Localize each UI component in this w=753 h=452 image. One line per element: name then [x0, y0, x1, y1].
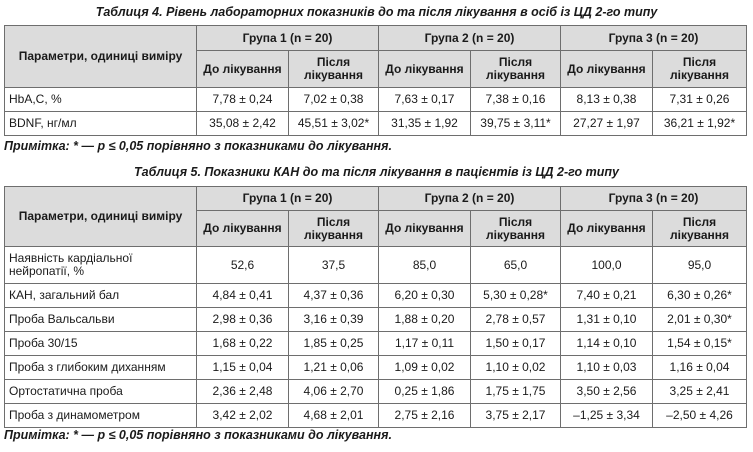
table-row — [5, 380, 747, 404]
table4-subheader: До лікування — [561, 51, 653, 88]
table5-value-cell: 4,06 ± 2,70 — [289, 380, 379, 404]
table4-group-header: Група 2 (n = 20) — [379, 26, 561, 51]
table5-value-cell: 1,14 ± 0,10 — [561, 332, 653, 356]
table4-value-cell: 7,31 ± 0,26 — [653, 88, 747, 112]
table5-subheader: До лікування — [379, 211, 471, 247]
table4 — [4, 25, 747, 136]
table4-value-cell: 39,75 ± 3,11* — [471, 112, 561, 136]
table5-value-cell: 2,75 ± 2,16 — [379, 404, 471, 428]
table5-value-cell: 3,25 ± 2,41 — [653, 380, 747, 404]
table5 — [4, 186, 747, 428]
table-row — [5, 332, 747, 356]
table5-value-cell: 4,84 ± 0,41 — [197, 284, 289, 308]
table5-value-cell: 5,30 ± 0,28* — [471, 284, 561, 308]
table5-value-cell: 3,75 ± 2,17 — [471, 404, 561, 428]
table4-param-cell: BDNF, нг/мл — [5, 112, 197, 136]
table5-param-header: Параметри, одиниці виміру — [5, 187, 197, 247]
table5-value-cell: 2,36 ± 2,48 — [197, 380, 289, 404]
table-row — [5, 284, 747, 308]
table4-param-header: Параметри, одиниці виміру — [5, 26, 197, 88]
table5-value-cell: 2,78 ± 0,57 — [471, 308, 561, 332]
table5-value-cell: 1,09 ± 0,02 — [379, 356, 471, 380]
table4-subheader: До лікування — [379, 51, 471, 88]
table5-value-cell: 1,15 ± 0,04 — [197, 356, 289, 380]
table-row — [5, 247, 747, 284]
table4-value-cell: 27,27 ± 1,97 — [561, 112, 653, 136]
table5-value-cell: 65,0 — [471, 247, 561, 284]
table-row — [5, 356, 747, 380]
table4-value-cell: 7,63 ± 0,17 — [379, 88, 471, 112]
table5-value-cell: 1,10 ± 0,03 — [561, 356, 653, 380]
table4-group-header: Група 3 (n = 20) — [561, 26, 747, 51]
table4-value-cell: 35,08 ± 2,42 — [197, 112, 289, 136]
table5-value-cell: 1,31 ± 0,10 — [561, 308, 653, 332]
table5-value-cell: –2,50 ± 4,26 — [653, 404, 747, 428]
table5-value-cell: 1,10 ± 0,02 — [471, 356, 561, 380]
table5-value-cell: 6,30 ± 0,26* — [653, 284, 747, 308]
table4-caption: Таблиця 4. Рівень лабораторних показників до та після лікування в осіб із ЦД 2-го типу — [95, 5, 658, 19]
table5-value-cell: 2,98 ± 0,36 — [197, 308, 289, 332]
table5-note: Примітка: * — p ≤ 0,05 порівняно з показниками до лікування. — [4, 428, 392, 442]
table5-group-header: Група 3 (n = 20) — [561, 187, 747, 211]
table5-param-cell: КАН, загальний бал — [5, 284, 197, 308]
table5-value-cell: 52,6 — [197, 247, 289, 284]
table5-value-cell: 1,68 ± 0,22 — [197, 332, 289, 356]
table5-value-cell: 37,5 — [289, 247, 379, 284]
table4-subheader: Після лікування — [653, 51, 747, 88]
table5-subheader: До лікування — [197, 211, 289, 247]
table5-param-cell: Проба 30/15 — [5, 332, 197, 356]
table5-value-cell: 1,88 ± 0,20 — [379, 308, 471, 332]
table5-value-cell: 0,25 ± 1,86 — [379, 380, 471, 404]
table4-value-cell: 31,35 ± 1,92 — [379, 112, 471, 136]
table4-value-cell: 7,02 ± 0,38 — [289, 88, 379, 112]
table5-param-cell: Наявність кардіальної нейропатії, % — [5, 247, 197, 284]
table5-param-cell: Ортостатична проба — [5, 380, 197, 404]
table-row — [5, 88, 747, 112]
table4-value-cell: 36,21 ± 1,92* — [653, 112, 747, 136]
table5-value-cell: 3,50 ± 2,56 — [561, 380, 653, 404]
table5-value-cell: 2,01 ± 0,30* — [653, 308, 747, 332]
table4-subheader: Після лікування — [471, 51, 561, 88]
table5-value-cell: 3,42 ± 2,02 — [197, 404, 289, 428]
table5-value-cell: 100,0 — [561, 247, 653, 284]
table5-subheader: Після лікування — [471, 211, 561, 247]
table5-value-cell: 1,50 ± 0,17 — [471, 332, 561, 356]
table5-value-cell: 1,21 ± 0,06 — [289, 356, 379, 380]
table5-value-cell: 4,68 ± 2,01 — [289, 404, 379, 428]
table4-value-cell: 7,38 ± 0,16 — [471, 88, 561, 112]
table5-value-cell: 1,85 ± 0,25 — [289, 332, 379, 356]
table-row — [5, 308, 747, 332]
table5-value-cell: 6,20 ± 0,30 — [379, 284, 471, 308]
table4-subheader: До лікування — [197, 51, 289, 88]
table5-caption: Таблиця 5. Показники КАН до та після лікування в пацієнтів із ЦД 2-го типу — [134, 165, 619, 179]
table5-param-cell: Проба з динамометром — [5, 404, 197, 428]
table5-group-header: Група 1 (n = 20) — [197, 187, 379, 211]
table4-value-cell: 8,13 ± 0,38 — [561, 88, 653, 112]
table5-subheader: До лікування — [561, 211, 653, 247]
table5-value-cell: 4,37 ± 0,36 — [289, 284, 379, 308]
table-row — [5, 112, 747, 136]
table5-param-cell: Проба з глибоким диханням — [5, 356, 197, 380]
table5-group-header: Група 2 (n = 20) — [379, 187, 561, 211]
table5-value-cell: 85,0 — [379, 247, 471, 284]
table4-value-cell: 45,51 ± 3,02* — [289, 112, 379, 136]
table5-value-cell: 1,17 ± 0,11 — [379, 332, 471, 356]
table5-subheader: Після лікування — [653, 211, 747, 247]
table5-value-cell: 95,0 — [653, 247, 747, 284]
table4-subheader: Після лікування — [289, 51, 379, 88]
table5-value-cell: 1,16 ± 0,04 — [653, 356, 747, 380]
table5-value-cell: 7,40 ± 0,21 — [561, 284, 653, 308]
table-row — [5, 404, 747, 428]
table5-subheader: Після лікування — [289, 211, 379, 247]
table5-value-cell: 1,75 ± 1,75 — [471, 380, 561, 404]
table5-value-cell: 3,16 ± 0,39 — [289, 308, 379, 332]
table5-value-cell: 1,54 ± 0,15* — [653, 332, 747, 356]
table4-note: Примітка: * — p ≤ 0,05 порівняно з показниками до лікування. — [4, 139, 392, 153]
table4-param-cell: HbA,C, % — [5, 88, 197, 112]
table5-param-cell: Проба Вальсальви — [5, 308, 197, 332]
table5-value-cell: –1,25 ± 3,34 — [561, 404, 653, 428]
table4-value-cell: 7,78 ± 0,24 — [197, 88, 289, 112]
table4-group-header: Група 1 (n = 20) — [197, 26, 379, 51]
